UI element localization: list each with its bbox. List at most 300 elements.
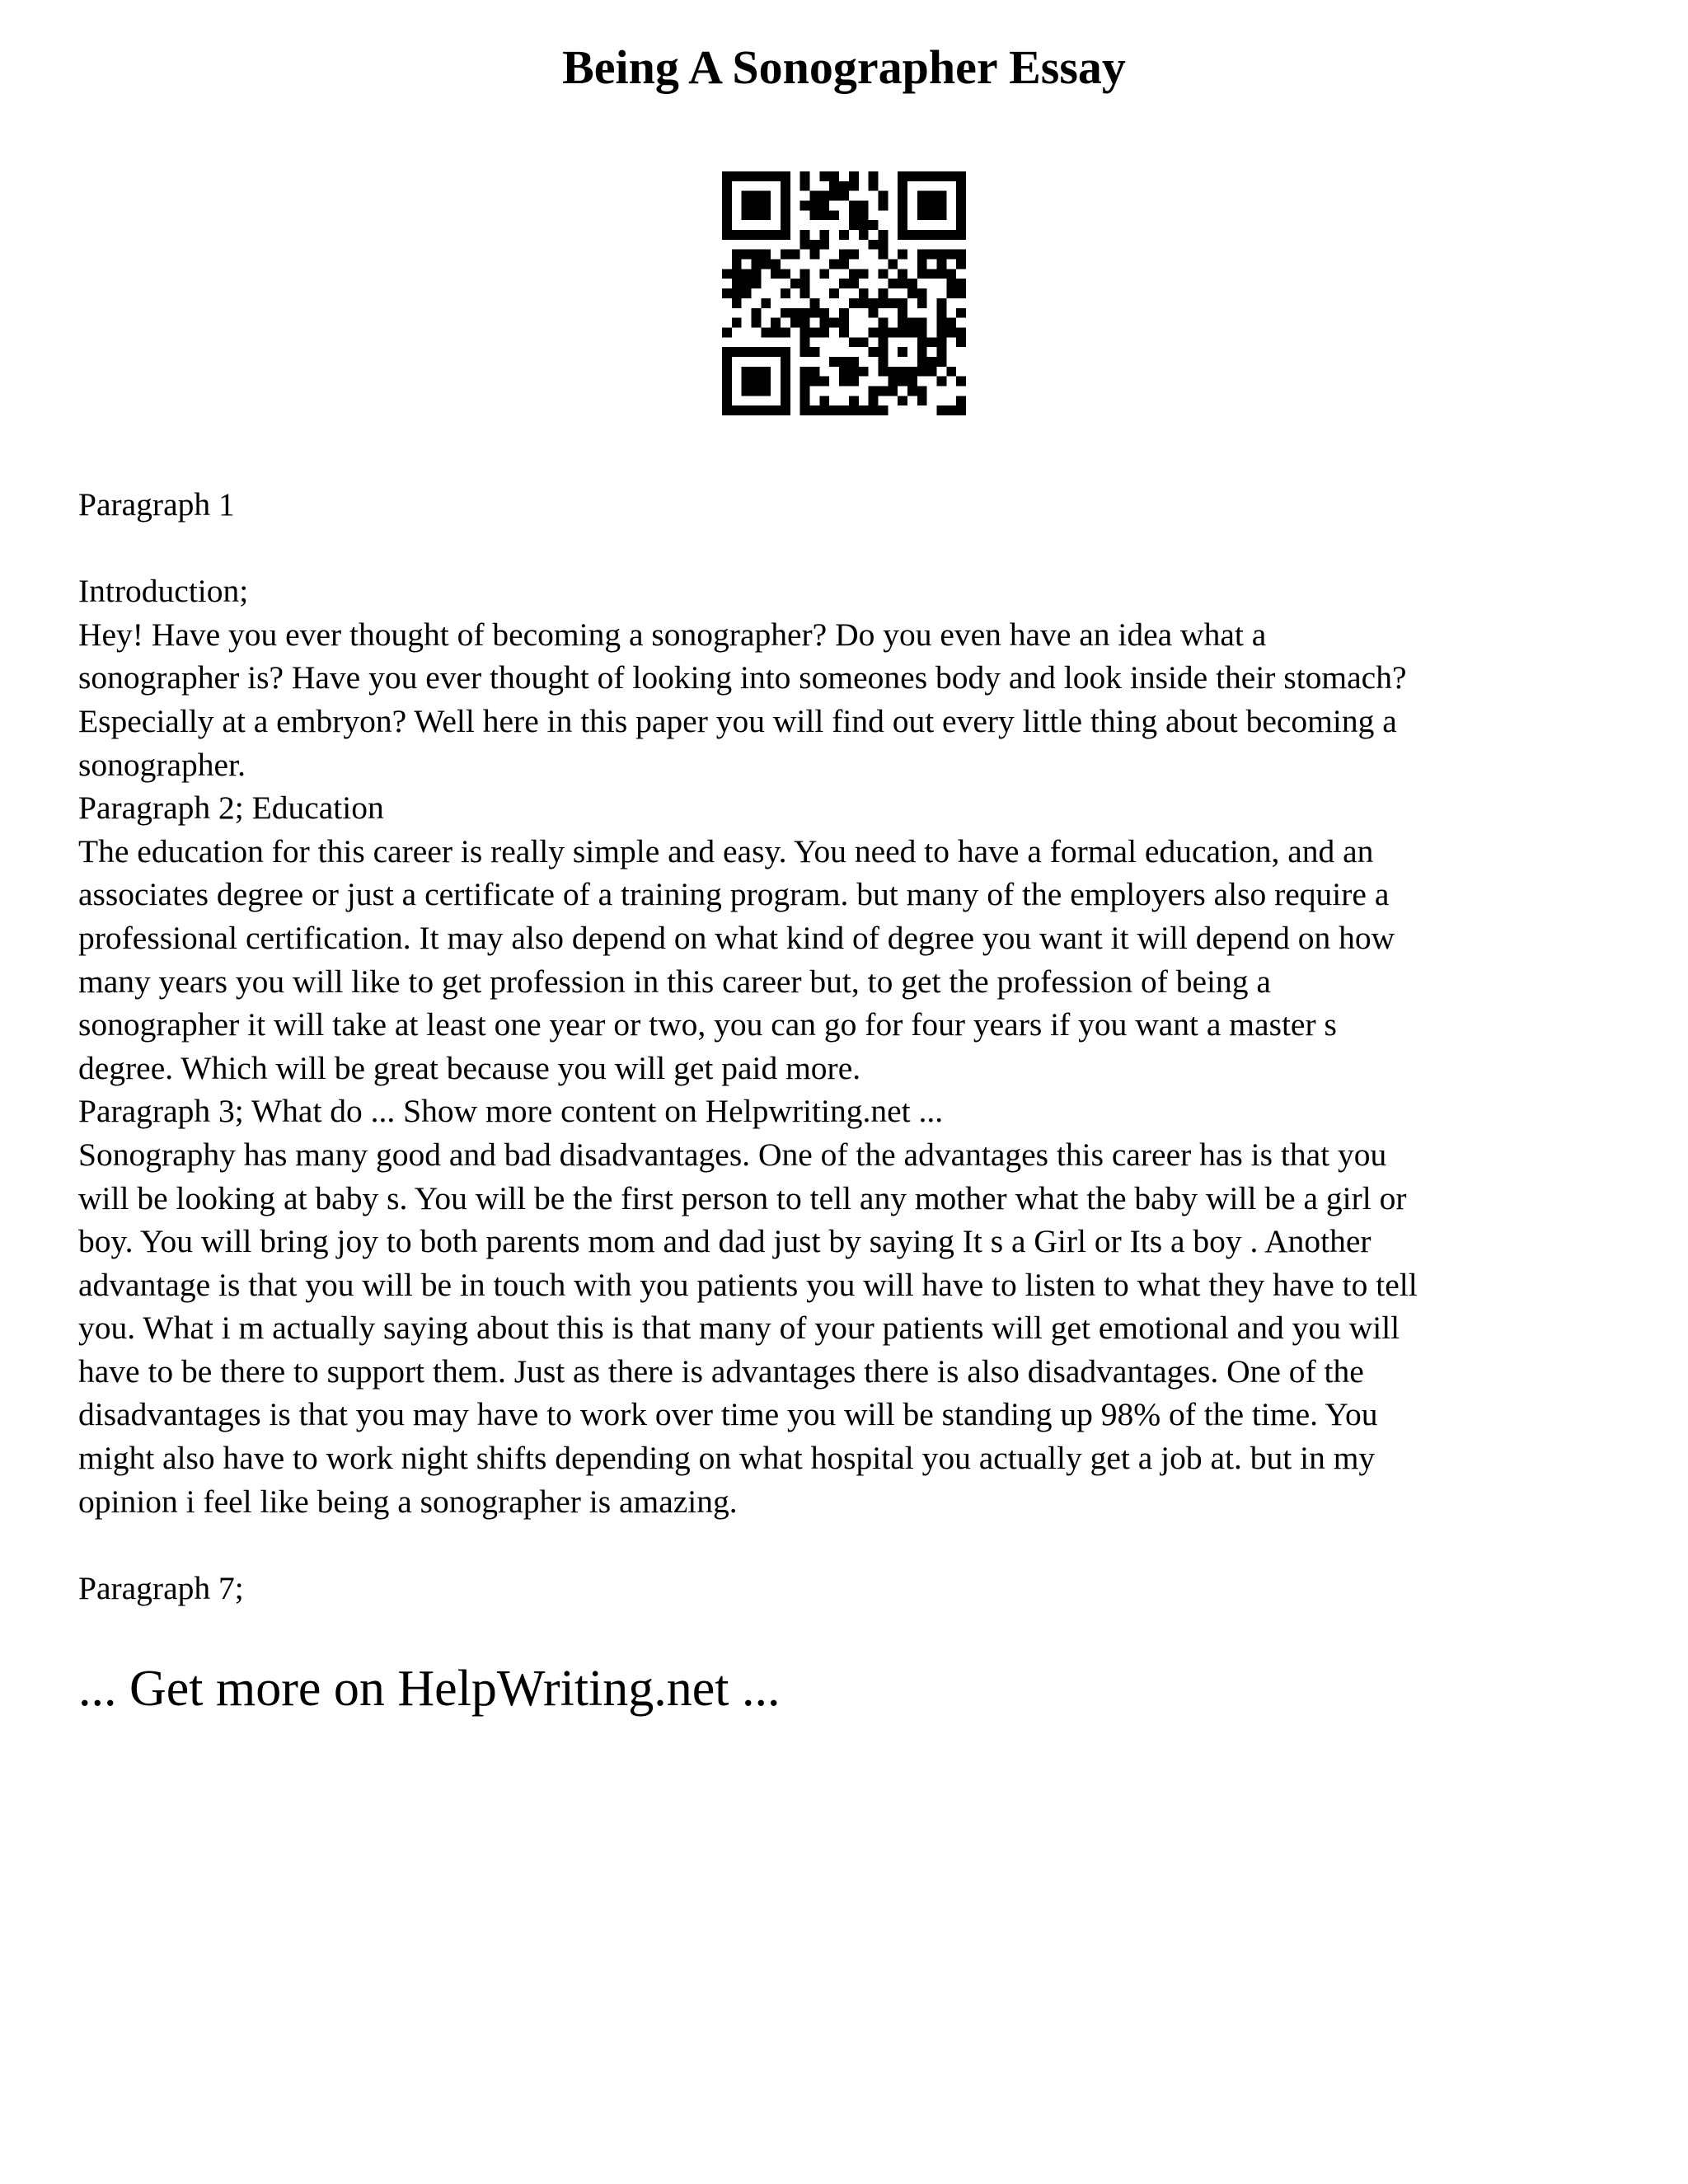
text-line: Paragraph 2; Education	[78, 790, 384, 827]
qr-module	[898, 308, 907, 318]
qr-module	[761, 377, 771, 387]
qr-module	[722, 191, 732, 201]
qr-module	[849, 279, 859, 288]
qr-module	[761, 201, 771, 211]
essay-body	[78, 483, 1628, 1610]
qr-module	[761, 347, 771, 357]
qr-module	[722, 220, 732, 230]
text-line: Hey! Have you ever thought of becoming a sonographer? Do you even have an idea what a	[78, 616, 1267, 653]
qr-module	[829, 181, 839, 191]
qr-module	[800, 288, 810, 298]
qr-module	[781, 347, 790, 357]
qr-module	[907, 288, 917, 298]
qr-module	[917, 347, 927, 357]
qr-module	[781, 367, 790, 377]
qr-module	[936, 250, 946, 260]
qr-module	[752, 210, 762, 220]
qr-module	[722, 181, 732, 191]
qr-module	[907, 279, 917, 288]
qr-module	[936, 269, 946, 279]
qr-module	[956, 260, 966, 269]
qr-module	[722, 230, 732, 240]
qr-module	[849, 405, 859, 415]
qr-module	[956, 405, 966, 415]
qr-module	[927, 269, 937, 279]
qr-module	[956, 337, 966, 347]
qr-module	[752, 347, 762, 357]
qr-module	[742, 405, 752, 415]
qr-module	[810, 367, 820, 377]
qr-module	[829, 288, 839, 298]
qr-module	[878, 240, 888, 250]
qr-module	[849, 210, 859, 220]
text-line: might also have to work night shifts depending on what hospital you actually get a job at. but in my	[78, 1440, 1376, 1477]
qr-module	[800, 318, 810, 328]
qr-module	[917, 260, 927, 269]
qr-module	[790, 318, 800, 328]
qr-module	[936, 260, 946, 269]
qr-module	[771, 230, 781, 240]
qr-module	[742, 377, 752, 387]
qr-module	[849, 171, 859, 181]
qr-module	[898, 220, 907, 230]
qr-module	[839, 405, 849, 415]
qr-module	[878, 357, 888, 367]
qr-module	[956, 396, 966, 405]
qr-module	[907, 318, 917, 328]
qr-module	[732, 288, 742, 298]
qr-module	[898, 201, 907, 211]
qr-module	[869, 298, 879, 308]
qr-module	[898, 279, 907, 288]
qr-module	[790, 279, 800, 288]
qr-module	[946, 405, 956, 415]
qr-module	[742, 250, 752, 260]
qr-module	[732, 171, 742, 181]
qr-module	[800, 396, 810, 405]
qr-module	[917, 396, 927, 405]
qr-module	[898, 347, 907, 357]
qr-module	[771, 171, 781, 181]
qr-module	[732, 260, 742, 269]
qr-module	[956, 230, 966, 240]
qr-module	[869, 347, 879, 357]
text-line: Paragraph 7;	[78, 1569, 244, 1606]
qr-module	[810, 377, 820, 387]
qr-module	[878, 250, 888, 260]
qr-module	[829, 191, 839, 201]
qr-module	[927, 210, 937, 220]
qr-module	[859, 367, 869, 377]
get-more-link[interactable]: ... Get more on HelpWriting.net ...	[78, 1661, 781, 1717]
qr-module	[839, 318, 849, 328]
qr-module	[936, 357, 946, 367]
qr-module	[781, 210, 790, 220]
qr-module	[946, 318, 956, 328]
qr-module	[917, 298, 927, 308]
qr-module	[732, 318, 742, 328]
qr-module	[946, 171, 956, 181]
qr-module	[936, 347, 946, 357]
qr-module	[752, 308, 762, 318]
qr-module	[819, 396, 829, 405]
qr-module	[878, 191, 888, 201]
qr-module	[742, 279, 752, 288]
text-line: boy. You will bring joy to both parents mom and dad just by saying It s a Girl or Its a boy . Another	[78, 1223, 1372, 1260]
qr-module	[742, 347, 752, 357]
qr-module	[888, 279, 898, 288]
qr-module	[936, 230, 946, 240]
qr-module	[732, 405, 742, 415]
qr-module	[936, 327, 946, 337]
qr-module	[819, 191, 829, 201]
text-line: The education for this career is really simple and easy. You need to have a formal education, and an	[78, 832, 1374, 869]
qr-module	[878, 367, 888, 377]
qr-module	[907, 367, 917, 377]
qr-module	[917, 327, 927, 337]
qr-module	[722, 396, 732, 405]
qr-module	[907, 230, 917, 240]
qr-module	[722, 327, 732, 337]
qr-module	[869, 396, 879, 405]
qr-module	[839, 181, 849, 191]
qr-module	[956, 201, 966, 211]
text-line	[78, 1523, 1628, 1567]
qr-module	[722, 269, 732, 279]
qr-module	[888, 260, 898, 269]
qr-module	[781, 220, 790, 230]
qr-module	[946, 250, 956, 260]
qr-module	[819, 308, 829, 318]
qr-module	[781, 191, 790, 201]
qr-module	[732, 230, 742, 240]
qr-module	[752, 230, 762, 240]
qr-module	[869, 327, 879, 337]
qr-module	[898, 191, 907, 201]
qr-module	[927, 201, 937, 211]
qr-module	[722, 201, 732, 211]
qr-module	[907, 327, 917, 337]
qr-module	[742, 367, 752, 377]
qr-module	[888, 367, 898, 377]
qr-module	[839, 357, 849, 367]
qr-module	[781, 181, 790, 191]
qr-module	[839, 367, 849, 377]
qr-module	[839, 230, 849, 240]
qr-module	[752, 386, 762, 396]
qr-module	[927, 250, 937, 260]
qr-module	[732, 298, 742, 308]
qr-module	[800, 386, 810, 396]
qr-module	[898, 181, 907, 191]
qr-module	[917, 386, 927, 396]
qr-module	[917, 250, 927, 260]
qr-module	[917, 288, 927, 298]
qr-module	[956, 250, 966, 260]
qr-module	[829, 260, 839, 269]
qr-module	[722, 367, 732, 377]
qr-module	[849, 367, 859, 377]
qr-module	[781, 327, 790, 337]
qr-module	[946, 230, 956, 240]
qr-module	[898, 171, 907, 181]
qr-module	[819, 377, 829, 387]
text-line: sonographer is? Have you ever thought of looking into someones body and look inside their stomach?	[78, 659, 1407, 696]
qr-module	[819, 230, 829, 240]
qr-module	[819, 240, 829, 250]
text-line: Paragraph 3; What do ... Show more content on Helpwriting.net ...	[78, 1093, 944, 1130]
qr-module	[878, 288, 888, 298]
qr-module	[732, 250, 742, 260]
qr-module	[752, 318, 762, 328]
qr-module	[752, 260, 762, 269]
qr-module	[878, 347, 888, 357]
qr-module	[849, 201, 859, 211]
qr-module	[742, 269, 752, 279]
qr-module	[761, 327, 771, 337]
qr-module	[888, 386, 898, 396]
qr-module	[781, 250, 790, 260]
qr-module	[800, 308, 810, 318]
qr-module	[878, 298, 888, 308]
qr-module	[878, 230, 888, 240]
qr-module	[898, 367, 907, 377]
text-line: sonographer.	[78, 746, 246, 783]
text-line: disadvantages is that you may have to work over time you will be standing up 98% of the time. You	[78, 1396, 1378, 1433]
qr-module	[761, 230, 771, 240]
qr-module	[752, 269, 762, 279]
qr-module	[859, 220, 869, 230]
qr-module	[849, 269, 859, 279]
qr-module	[810, 201, 820, 211]
qr-module	[722, 171, 732, 181]
text-line: advantage is that you will be in touch with you patients you will have to listen to what they have to tell	[78, 1266, 1418, 1303]
qr-module	[742, 386, 752, 396]
qr-module	[752, 250, 762, 260]
qr-module	[936, 377, 946, 387]
qr-module	[849, 220, 859, 230]
qr-module	[722, 405, 732, 415]
qr-module	[878, 318, 888, 328]
qr-module	[917, 318, 927, 328]
qr-module	[829, 318, 839, 328]
qr-module	[781, 288, 790, 298]
text-line: you. What i m actually saying about this is that many of your patients will get emotional and you will	[78, 1310, 1400, 1347]
qr-module	[732, 269, 742, 279]
qr-module	[878, 269, 888, 279]
qr-module	[761, 171, 771, 181]
qr-module	[722, 347, 732, 357]
qr-module	[761, 191, 771, 201]
qr-module	[742, 191, 752, 201]
text-line: Paragraph 1	[78, 486, 235, 523]
qr-module	[819, 210, 829, 220]
qr-module	[859, 298, 869, 308]
qr-module	[869, 386, 879, 396]
qr-module	[849, 357, 859, 367]
qr-module	[781, 230, 790, 240]
qr-module	[898, 377, 907, 387]
qr-module	[956, 171, 966, 181]
qr-module	[956, 308, 966, 318]
qr-module	[800, 230, 810, 240]
qr-module	[869, 181, 879, 191]
qr-module	[742, 210, 752, 220]
qr-module	[752, 405, 762, 415]
text-line: associates degree or just a certificate of a training program. but many of the employers also require a	[78, 876, 1390, 913]
qr-module	[956, 377, 966, 387]
qr-module	[790, 250, 800, 260]
qr-module	[761, 210, 771, 220]
qr-module	[936, 298, 946, 308]
qr-module	[761, 405, 771, 415]
qr-module	[752, 201, 762, 211]
qr-module	[800, 327, 810, 337]
qr-module	[819, 269, 829, 279]
text-line: have to be there to support them. Just as there is advantages there is also disadvantages. One of the	[78, 1352, 1364, 1390]
qr-module	[946, 327, 956, 337]
qr-module	[819, 405, 829, 415]
qr-module	[781, 201, 790, 211]
qr-module	[752, 377, 762, 387]
qr-module	[888, 327, 898, 337]
qr-code-image	[722, 171, 966, 415]
qr-module	[752, 279, 762, 288]
qr-module	[732, 279, 742, 288]
qr-module	[859, 288, 869, 298]
text-line: will be looking at baby s. You will be the first person to tell any mother what the baby will be a girl or	[78, 1179, 1407, 1216]
qr-module	[927, 337, 937, 347]
qr-module	[781, 405, 790, 415]
qr-module	[869, 308, 879, 318]
qr-module	[888, 298, 898, 308]
qr-module	[936, 210, 946, 220]
qr-module	[878, 201, 888, 211]
qr-module	[732, 347, 742, 357]
qr-module	[956, 181, 966, 191]
qr-module	[849, 298, 859, 308]
qr-module	[936, 308, 946, 318]
qr-module	[810, 347, 820, 357]
qr-module	[810, 298, 820, 308]
qr-module	[839, 191, 849, 201]
qr-module	[781, 386, 790, 396]
qr-module	[898, 396, 907, 405]
qr-module	[898, 210, 907, 220]
qr-module	[839, 250, 849, 260]
qr-module	[742, 171, 752, 181]
qr-module	[936, 318, 946, 328]
text-line: Introduction;	[78, 573, 249, 610]
text-line	[78, 527, 1628, 570]
qr-module	[927, 171, 937, 181]
qr-module	[849, 181, 859, 191]
qr-module	[800, 337, 810, 347]
qr-module	[917, 191, 927, 201]
qr-module	[946, 367, 956, 377]
qr-module	[956, 220, 966, 230]
qr-module	[800, 201, 810, 211]
qr-module	[869, 220, 879, 230]
qr-module	[771, 318, 781, 328]
qr-module	[839, 279, 849, 288]
qr-module	[810, 308, 820, 318]
qr-module	[936, 171, 946, 181]
qr-module	[771, 269, 781, 279]
qr-module	[800, 405, 810, 415]
qr-module	[800, 279, 810, 288]
qr-module	[859, 230, 869, 240]
qr-module	[752, 191, 762, 201]
qr-module	[888, 377, 898, 387]
qr-module	[790, 308, 800, 318]
qr-module	[956, 191, 966, 201]
qr-module	[781, 269, 790, 279]
qr-module	[956, 327, 966, 337]
text-line: sonographer it will take at least one year or two, you can go for four years if you want a master s	[78, 1006, 1337, 1043]
text-line: degree. Which will be great because you will get paid more.	[78, 1049, 861, 1086]
qr-module	[839, 308, 849, 318]
text-line: opinion i feel like being a sonographer is amazing.	[78, 1483, 738, 1520]
qr-module	[927, 191, 937, 201]
qr-module	[946, 288, 956, 298]
qr-module	[839, 377, 849, 387]
qr-module	[800, 240, 810, 250]
qr-module	[927, 357, 937, 367]
qr-module	[800, 367, 810, 377]
qr-module	[761, 250, 771, 260]
qr-module	[869, 240, 879, 250]
qr-module	[810, 240, 820, 250]
qr-module	[936, 191, 946, 201]
qr-module	[917, 171, 927, 181]
qr-module	[800, 269, 810, 279]
qr-module	[781, 377, 790, 387]
qr-module	[810, 210, 820, 220]
qr-module	[898, 250, 907, 260]
qr-module	[917, 337, 927, 347]
qr-module	[781, 357, 790, 367]
qr-module	[829, 405, 839, 415]
qr-module	[839, 327, 849, 337]
qr-module	[819, 327, 829, 337]
qr-module	[927, 367, 937, 377]
qr-module	[956, 279, 966, 288]
qr-module	[800, 347, 810, 357]
qr-module	[810, 250, 820, 260]
qr-module	[956, 210, 966, 220]
qr-module	[859, 337, 869, 347]
qr-module	[810, 191, 820, 201]
qr-module	[810, 327, 820, 337]
qr-module	[781, 308, 790, 318]
qr-module	[898, 269, 907, 279]
qr-module	[742, 288, 752, 298]
qr-module	[771, 327, 781, 337]
qr-module	[878, 337, 888, 347]
qr-module	[742, 230, 752, 240]
qr-module	[946, 279, 956, 288]
qr-module	[829, 357, 839, 367]
qr-module	[810, 405, 820, 415]
qr-module	[956, 288, 966, 298]
qr-module	[946, 269, 956, 279]
text-line: Especially at a embryon? Well here in this paper you will find out every little thing about becoming a	[78, 702, 1397, 739]
qr-module	[869, 171, 879, 181]
qr-module	[742, 201, 752, 211]
qr-module	[722, 288, 732, 298]
qr-module	[907, 386, 917, 396]
